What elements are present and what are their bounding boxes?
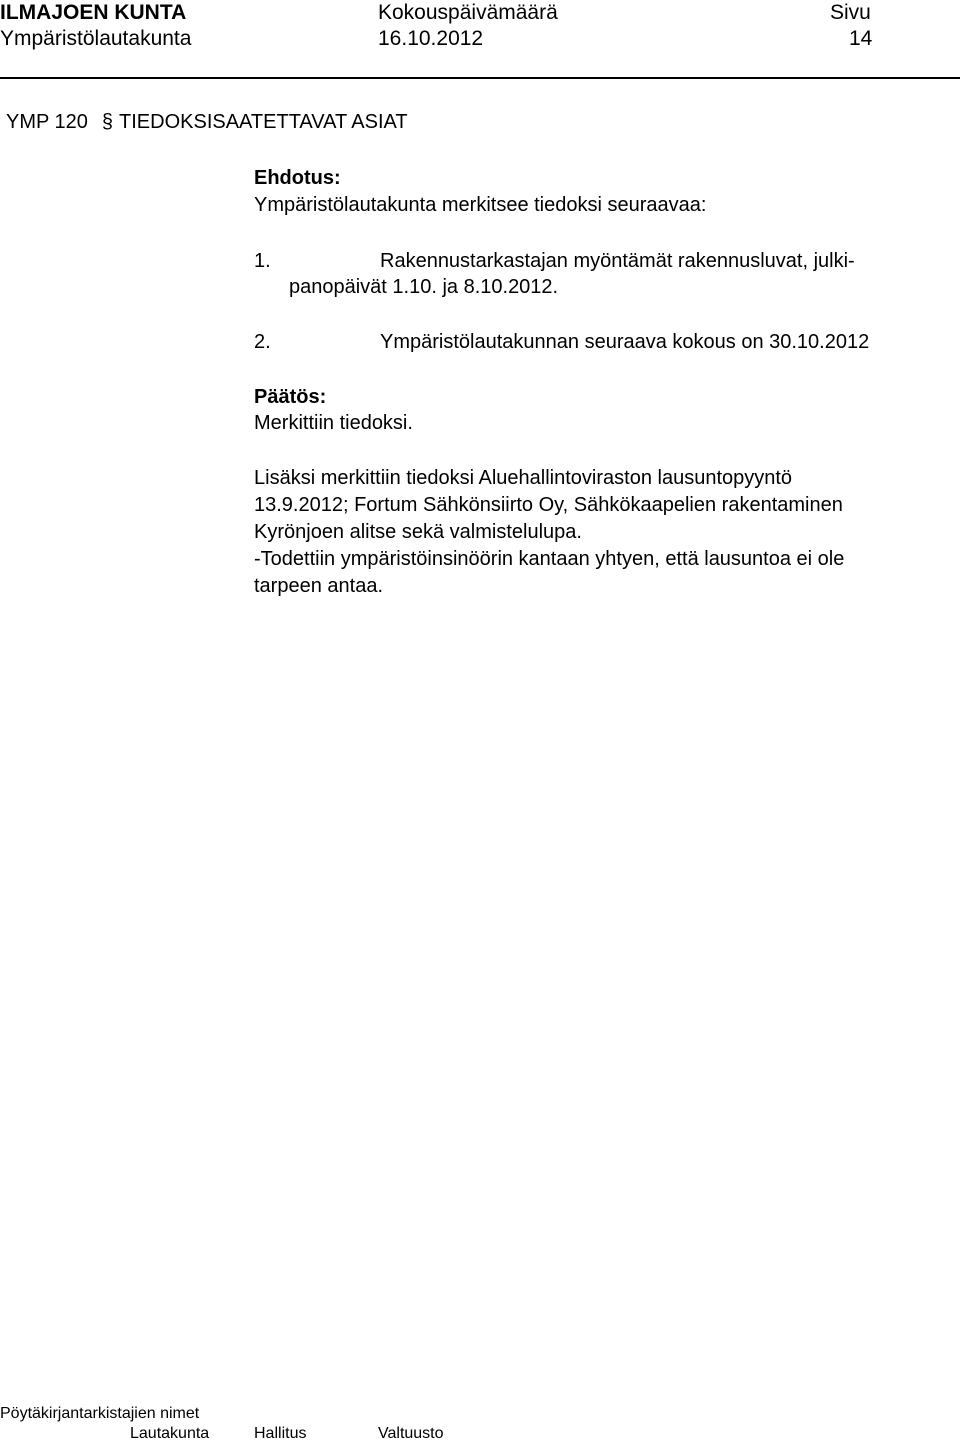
page-number: 14 — [849, 27, 873, 50]
decision-text: Merkittiin tiedoksi. — [254, 412, 413, 434]
section-code: YMP 120 — [6, 111, 88, 133]
org-name: ILMAJOEN KUNTA — [0, 1, 187, 24]
decision-paragraph-line: Kyrönjoen alitse sekä valmistelulupa. — [254, 521, 582, 543]
page-label: Sivu — [830, 1, 871, 24]
decision-paragraph-line: 13.9.2012; Fortum Sähkönsiirto Oy, Sähkökaapelien rakentaminen — [254, 494, 843, 516]
proposal-heading: Ehdotus: — [254, 167, 341, 189]
committee-name: Ympäristölautakunta — [0, 27, 192, 50]
meeting-date-label: Kokouspäivämäärä — [378, 1, 558, 24]
footer-column-valtuusto: Valtuusto — [378, 1425, 444, 1442]
section-heading — [6, 109, 408, 135]
proposal-intro: Ympäristölautakunta merkitsee tiedoksi seuraavaa: — [254, 194, 707, 216]
meeting-date: 16.10.2012 — [378, 27, 484, 50]
header-divider — [0, 77, 960, 79]
proposal-item-text-continued: panopäivät 1.10. ja 8.10.2012. — [289, 276, 559, 298]
section-symbol: § — [101, 111, 114, 133]
footer-signers-label: Pöytäkirjantarkistajien nimet — [0, 1405, 200, 1422]
decision-paragraph-line: Lisäksi merkittiin tiedoksi Aluehallintoviraston lausuntopyyntö — [254, 467, 793, 489]
decision-paragraph-line: tarpeen antaa. — [254, 575, 383, 597]
proposal-item-number: 1. — [254, 250, 271, 272]
footer-column-lautakunta: Lautakunta — [130, 1425, 210, 1442]
proposal-item-text: Rakennustarkastajan myöntämät rakennusluvat, julki- — [380, 250, 855, 272]
decision-heading: Päätös: — [254, 386, 327, 408]
footer-column-hallitus: Hallitus — [254, 1425, 307, 1442]
proposal-item-text: Ympäristölautakunnan seuraava kokous on 30.10.2012 — [380, 331, 870, 353]
section-title: TIEDOKSISAATETTAVAT ASIAT — [119, 111, 408, 133]
proposal-item-number: 2. — [254, 331, 271, 353]
decision-paragraph-line: -Todettiin ympäristöinsinöörin kantaan yhtyen, että lausuntoa ei ole — [254, 548, 845, 570]
